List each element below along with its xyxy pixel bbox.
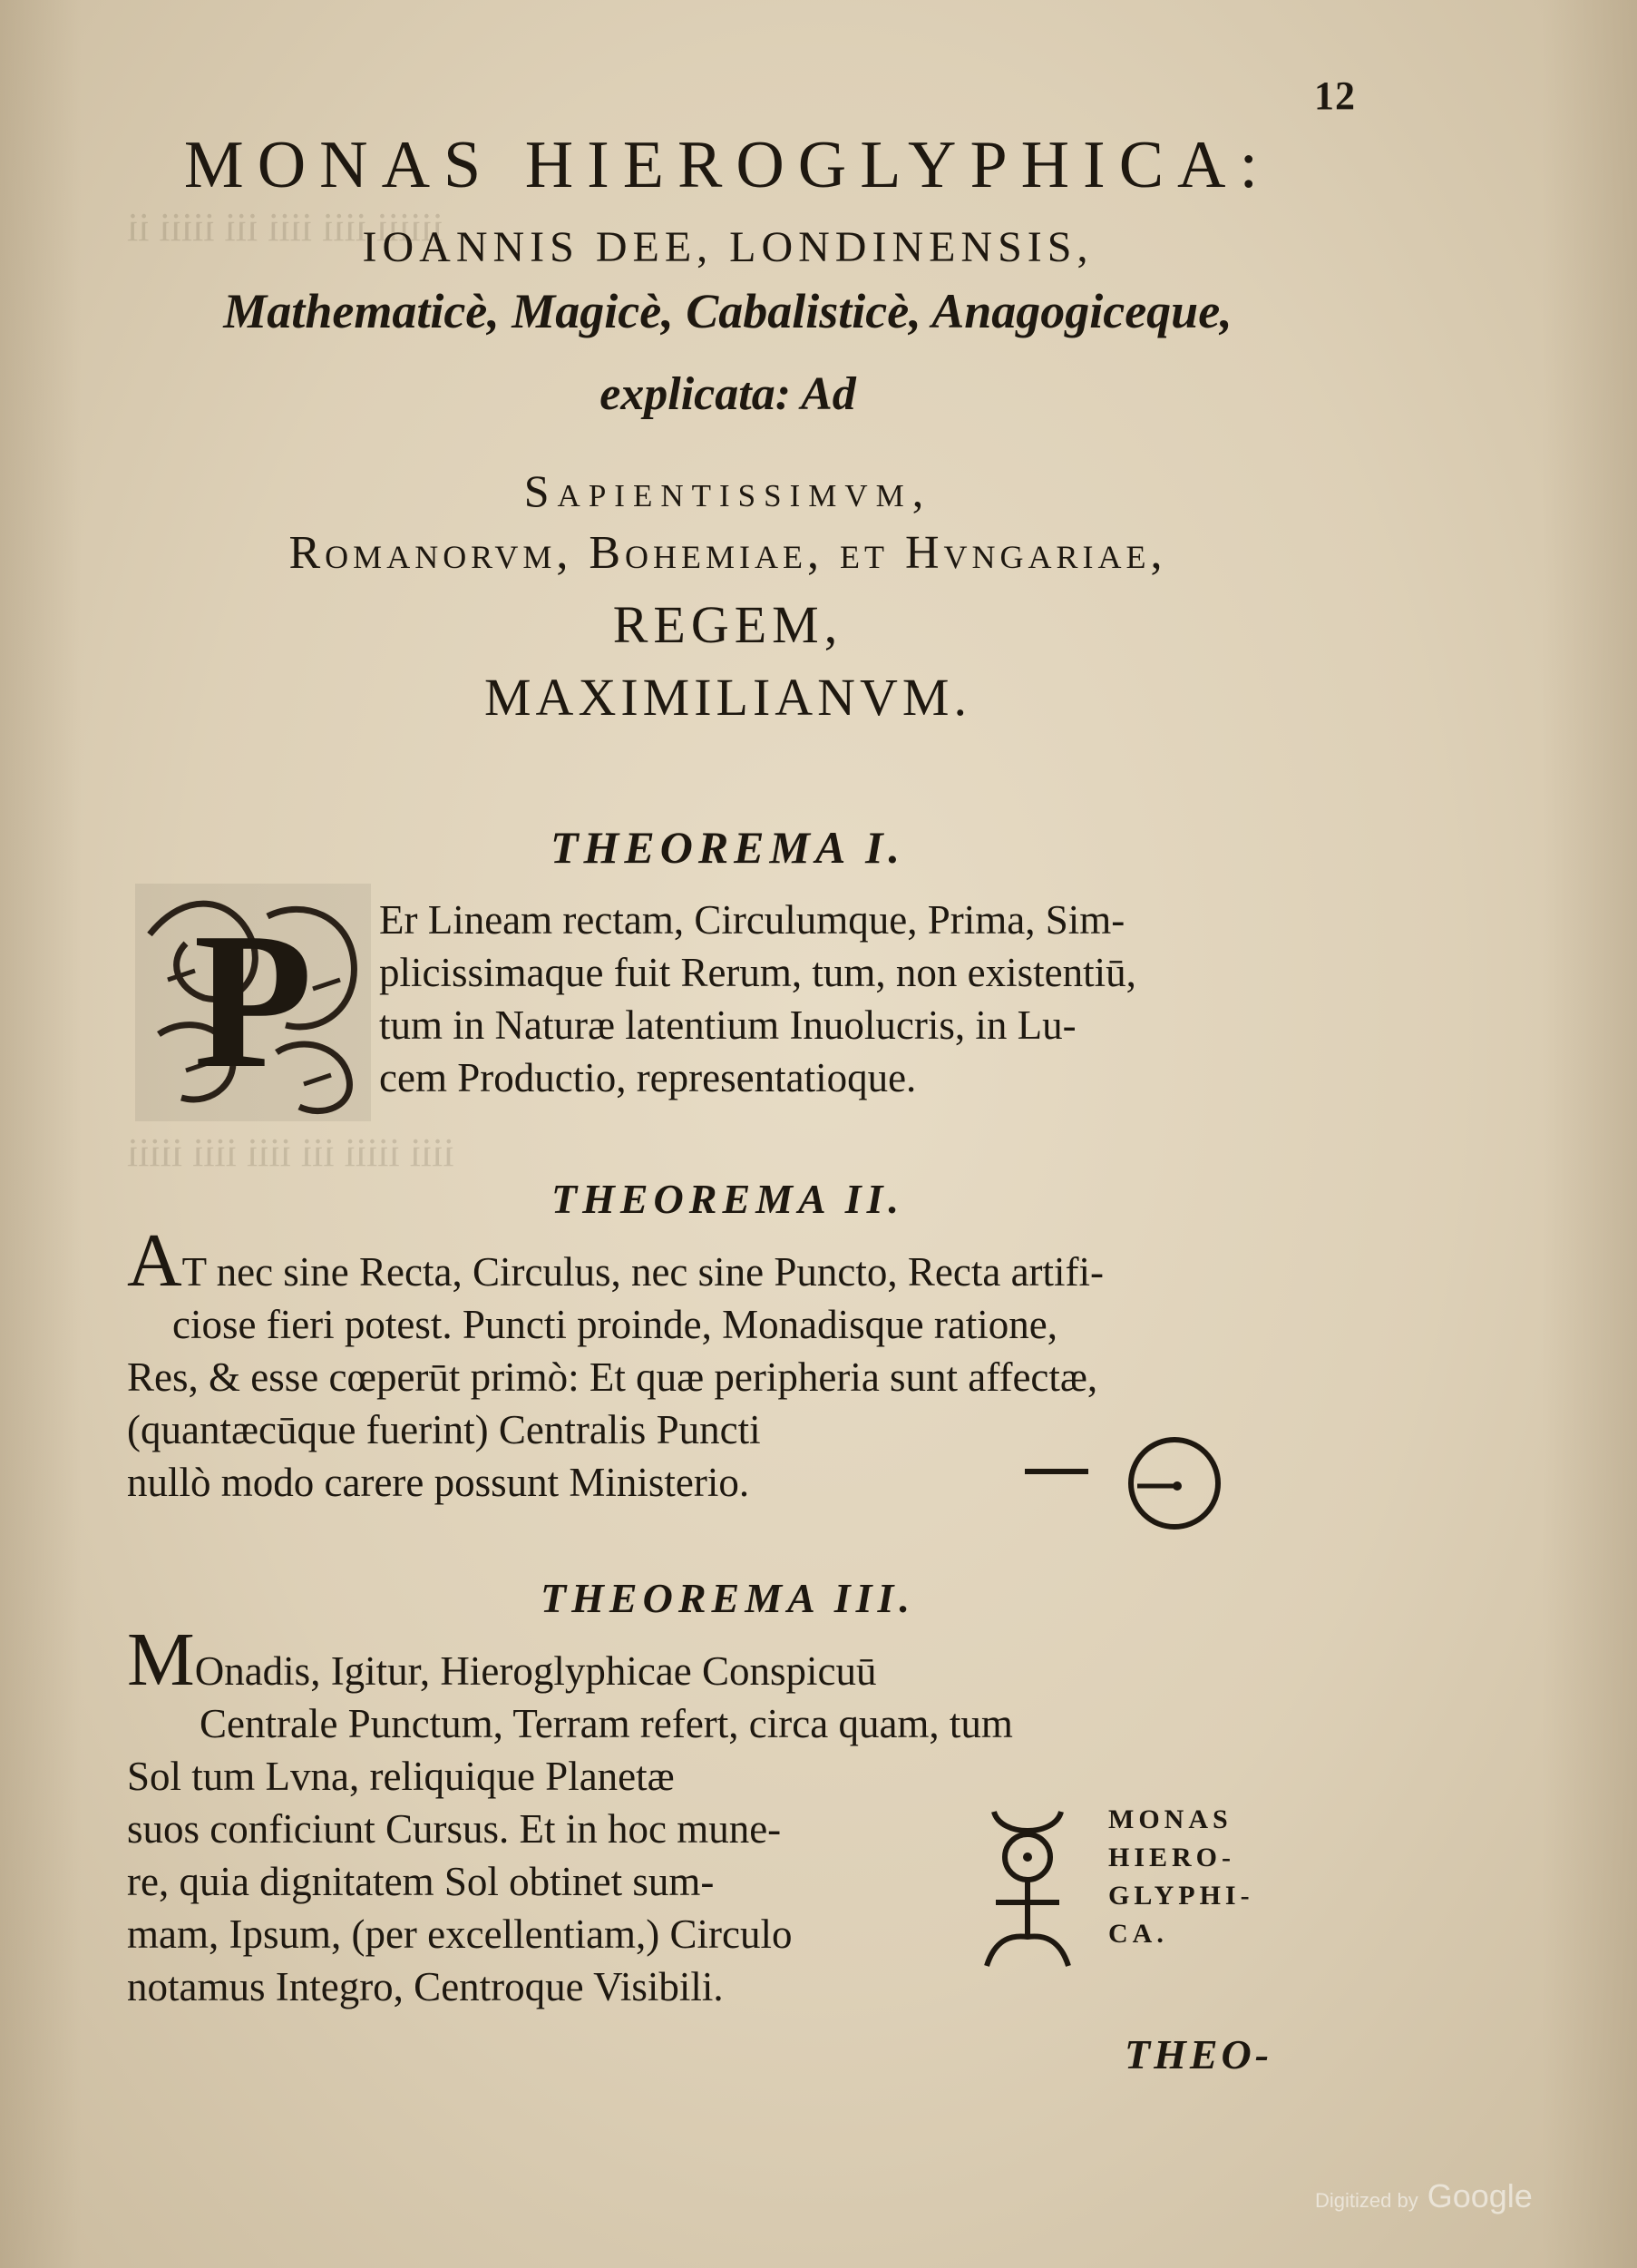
explicata-line: explicata: Ad xyxy=(599,368,856,420)
text-line: Er Lineam rectam, Circulumque, Prima, Sim- xyxy=(379,897,1125,943)
text-line: notamus Integro, Centroque Visibili. xyxy=(127,1964,724,2009)
watermark-brand: Google xyxy=(1427,2177,1533,2214)
monas-figure-label xyxy=(1108,1801,1254,1953)
text-line: suos conficiunt Cursus. Et in hoc mune- xyxy=(127,1806,782,1852)
watermark-prefix: Digitized by xyxy=(1315,2189,1418,2212)
drop-cap-letter: P xyxy=(193,892,313,1109)
dedicatee-line-3: REGEM, xyxy=(612,595,843,654)
bleed-through-text: iiii iiiii iii iiii iiii iiiii xyxy=(127,1130,454,1175)
text-line: T nec sine Recta, Circulus, nec sine Puncto, Recta artifi- xyxy=(181,1249,1105,1295)
text-line: Onadis, Igitur, Hieroglyphicae Conspicuū xyxy=(194,1648,877,1694)
text-line: plicissimaque fuit Rerum, tum, non existentiū, xyxy=(379,950,1136,995)
ornamental-drop-cap xyxy=(132,880,375,1125)
text-line: Res, & esse cœperūt primò: Et quæ peripheria sunt affectæ, xyxy=(127,1354,1098,1400)
dedicatee-line-1: Sapientissimvm, xyxy=(523,465,932,516)
subtitle-line: Mathematicè, Magicè, Cabalisticè, Anagogiceque, xyxy=(223,284,1233,338)
initial-letter: A xyxy=(127,1218,182,1303)
point-line-circle-figure xyxy=(1025,1433,1224,1533)
theorem-2-heading: THEOREMA II. xyxy=(551,1176,904,1222)
text-line: re, quia dignitatem Sol obtinet sum- xyxy=(127,1859,715,1904)
label-line: MONAS xyxy=(1108,1804,1233,1834)
text-line: Sol tum Lvna, reliquique Planetæ xyxy=(127,1754,675,1799)
theorem-3-text xyxy=(127,1618,1013,2013)
initial-letter: M xyxy=(127,1618,195,1702)
dedicatee-line-4: MAXIMILIANVM. xyxy=(483,668,971,727)
text-line: (quantæcūque fuerint) Centralis Puncti xyxy=(127,1407,761,1452)
text-line: nullò modo carere possunt Ministerio. xyxy=(127,1460,750,1505)
catchword: THEO- xyxy=(1125,2031,1273,2077)
bleed-through-text: iiiiii iiii iiii iii iiiii ii xyxy=(127,205,443,249)
theorem-2-text xyxy=(127,1218,1105,1509)
dedicatee-line-2: Romanorvm, Bohemiae, et Hvngariae, xyxy=(288,527,1167,579)
text-line: cem Productio, representatioque. xyxy=(379,1055,917,1100)
monas-hieroglyphica-symbol-icon xyxy=(978,1801,1077,1973)
theorem-1-heading: THEOREMA I. xyxy=(550,822,906,873)
label-line: HIERO- xyxy=(1108,1843,1236,1872)
author-line: IOANNIS DEE, LONDINENSIS, xyxy=(362,223,1094,271)
text-line: ciose fieri potest. Puncti proinde, Monadisque ratione, xyxy=(172,1302,1058,1347)
page-number: 12 xyxy=(1314,73,1356,118)
text-line: tum in Naturæ latentium Inuolucris, in Lu- xyxy=(379,1002,1077,1048)
text-line: Centrale Punctum, Terram refert, circa quam, tum xyxy=(200,1701,1013,1746)
label-line: GLYPHI- xyxy=(1108,1881,1254,1911)
theorem-1-text xyxy=(379,894,1136,1104)
label-line: CA. xyxy=(1108,1919,1168,1949)
book-title: MONAS HIEROGLYPHICA: xyxy=(183,128,1272,202)
theorem-3-heading: THEOREMA III. xyxy=(541,1575,915,1621)
text-line: mam, Ipsum, (per excellentiam,) Circulo xyxy=(127,1911,793,1957)
digitization-watermark xyxy=(1315,2177,1533,2215)
